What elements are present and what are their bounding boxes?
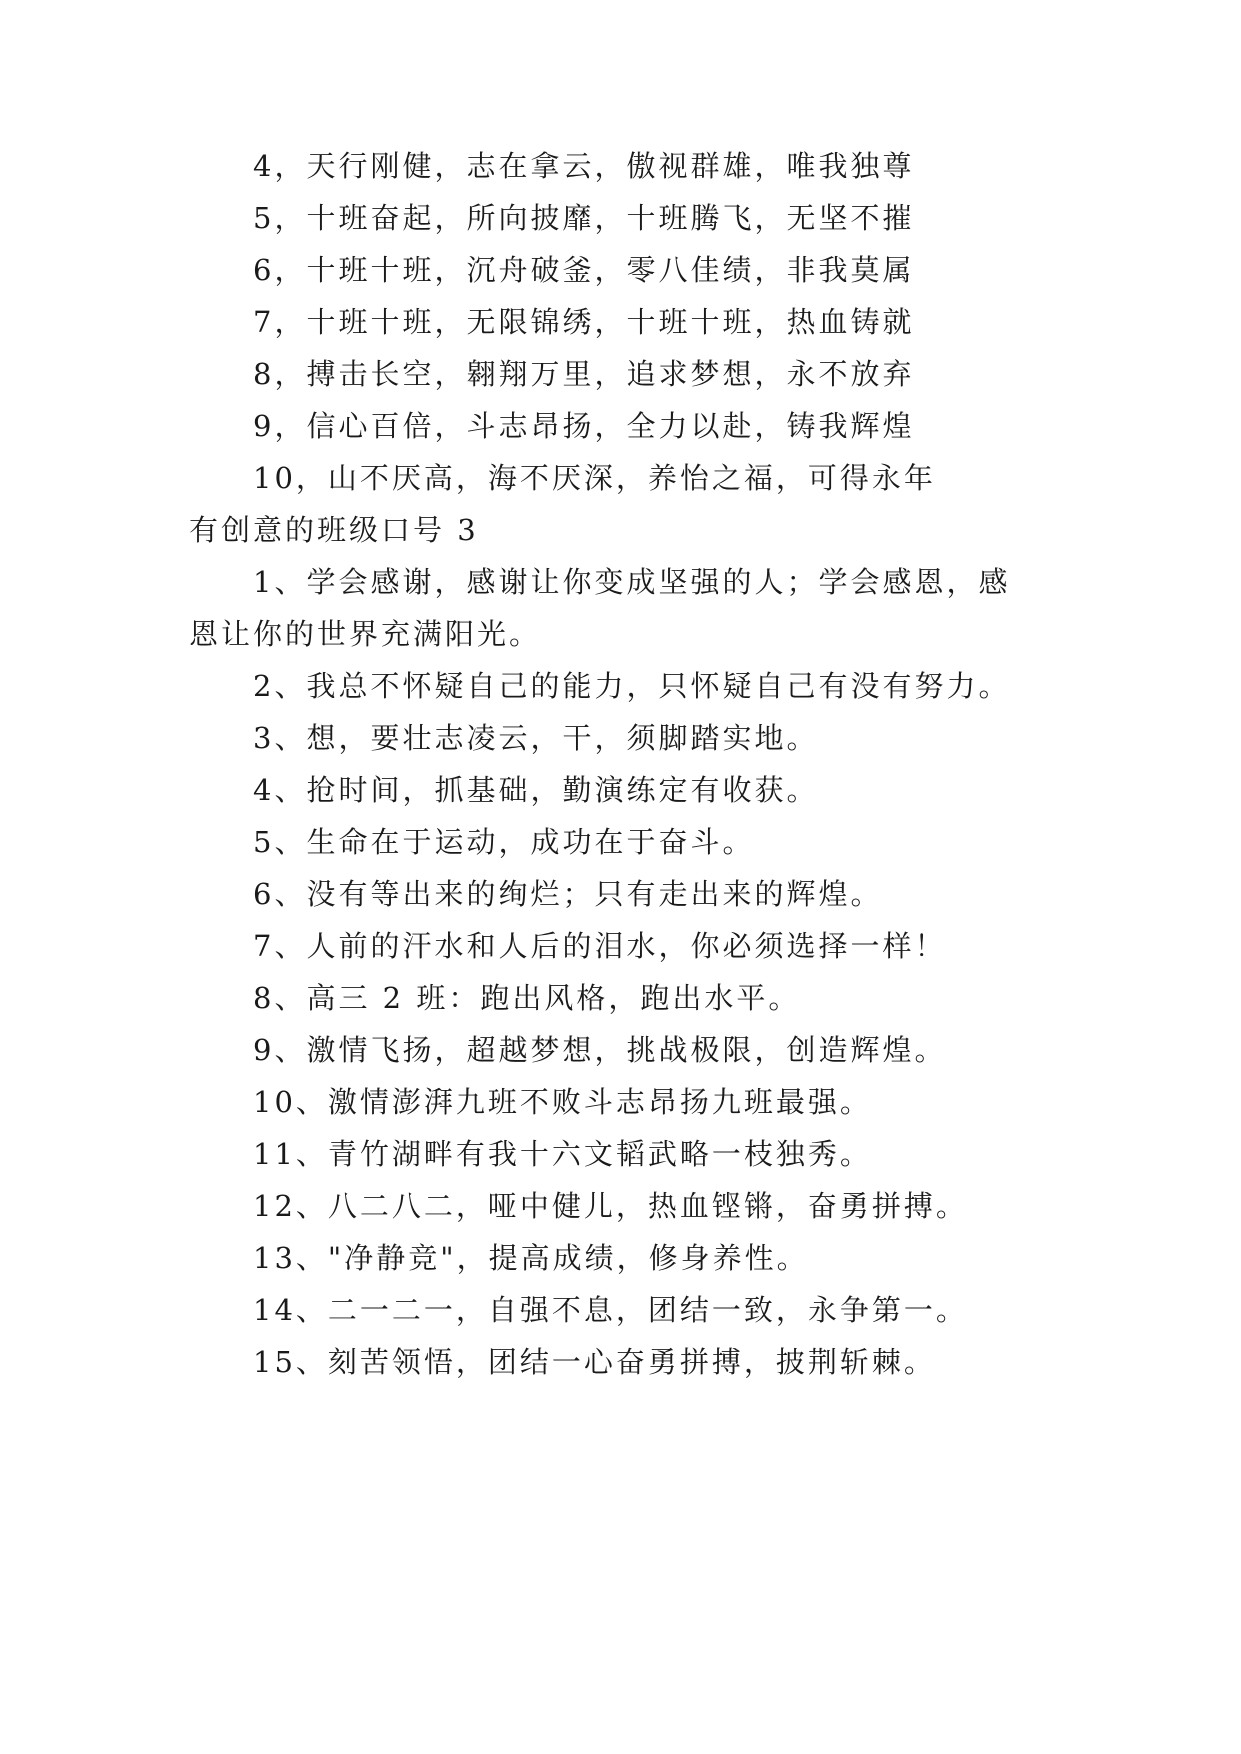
slogan-line: 1、学会感谢，感谢让你变成坚强的人；学会感恩，感 <box>253 565 1011 599</box>
slogan-line: 3、想，要壮志凌云，干，须脚踏实地。 <box>253 721 819 755</box>
slogan-line: 7、人前的汗水和人后的泪水，你必须选择一样！ <box>253 929 947 963</box>
slogan-line: 15、刻苦领悟，团结一心奋勇拼搏，披荆斩棘。 <box>253 1345 936 1379</box>
slogan-line: 10、激情澎湃九班不败斗志昂扬九班最强。 <box>253 1085 872 1119</box>
slogan-line: 12、八二八二，哑中健儿，热血铿锵，奋勇拼搏。 <box>253 1189 968 1223</box>
slogan-line: 8、高三 2 班：跑出风格，跑出水平。 <box>253 981 801 1015</box>
slogan-line: 2、我总不怀疑自己的能力，只怀疑自己有没有努力。 <box>253 669 1011 703</box>
slogan-line: 5，十班奋起，所向披靡，十班腾飞，无坚不摧 <box>253 201 915 235</box>
slogan-line: 14、二一二一，自强不息，团结一致，永争第一。 <box>253 1293 968 1327</box>
slogan-line: 7，十班十班，无限锦绣，十班十班，热血铸就 <box>253 305 915 339</box>
slogan-line: 8，搏击长空，翱翔万里，追求梦想，永不放弃 <box>253 357 915 391</box>
slogan-line: 9，信心百倍，斗志昂扬，全力以赴，铸我辉煌 <box>253 409 915 443</box>
slogan-line: 10，山不厌高，海不厌深，养怡之福，可得永年 <box>253 461 936 495</box>
slogan-line: 4、抢时间，抓基础，勤演练定有收获。 <box>253 773 819 807</box>
slogan-line: 13、"净静竞"，提高成绩，修身养性。 <box>253 1241 809 1275</box>
slogan-line: 4，天行刚健，志在拿云，傲视群雄，唯我独尊 <box>253 149 915 183</box>
slogan-line: 6、没有等出来的绚烂；只有走出来的辉煌。 <box>253 877 883 911</box>
slogan-line: 6，十班十班，沉舟破釜，零八佳绩，非我莫属 <box>253 253 915 287</box>
section-heading: 有创意的班级口号 3 <box>189 513 479 547</box>
slogan-line: 5、生命在于运动，成功在于奋斗。 <box>253 825 755 859</box>
slogan-line-continuation: 恩让你的世界充满阳光。 <box>189 617 542 651</box>
slogan-line: 9、激情飞扬，超越梦想，挑战极限，创造辉煌。 <box>253 1033 947 1067</box>
slogan-line: 11、青竹湖畔有我十六文韬武略一枝独秀。 <box>253 1137 872 1171</box>
